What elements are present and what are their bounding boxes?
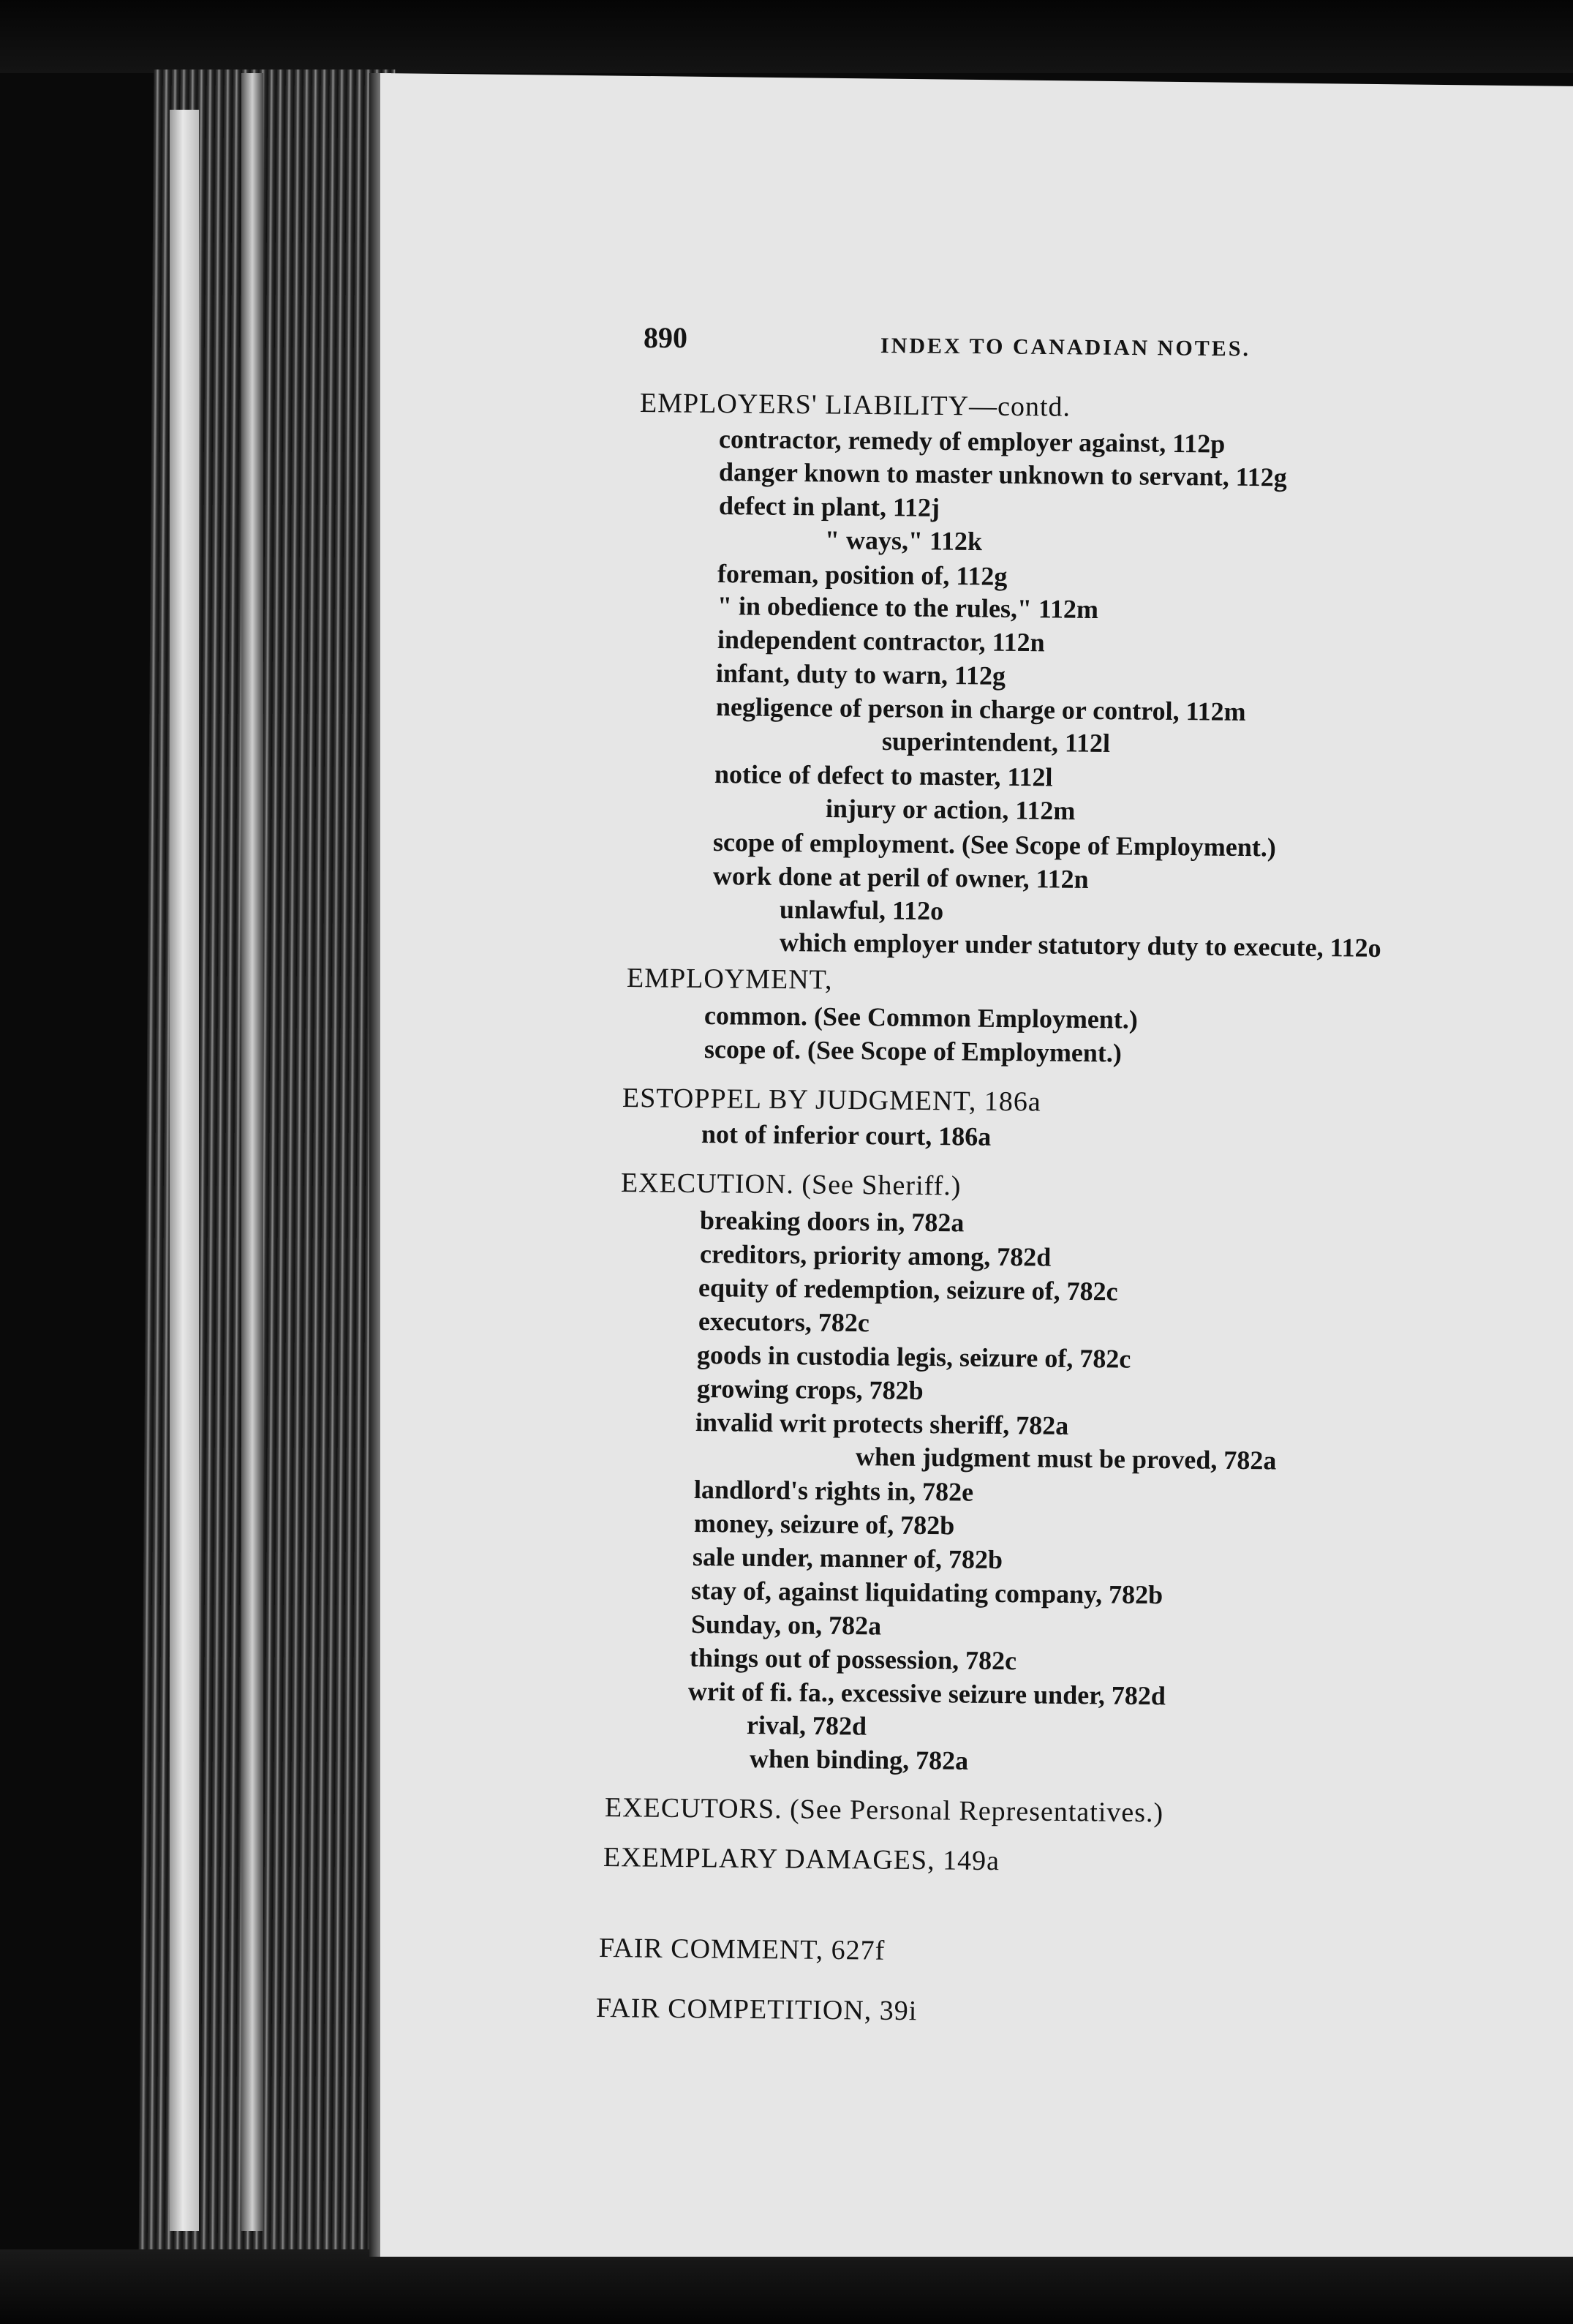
- index-subentry: stay of, against liquidating company, 782b: [690, 1576, 1163, 1610]
- index-heading-employers-liability: EMPLOYERS' LIABILITY—contd.: [639, 388, 1071, 423]
- index-subentry: equity of redemption, seizure of, 782c: [698, 1273, 1118, 1306]
- index-subentry: danger known to master unknown to servant, 112g: [718, 457, 1287, 492]
- page-number: 890: [644, 321, 687, 354]
- index-subentry: unlawful, 112o: [779, 895, 944, 926]
- index-heading-estoppel: ESTOPPEL BY JUDGMENT, 186a: [622, 1083, 1041, 1118]
- running-title: INDEX TO CANADIAN NOTES.: [880, 334, 1251, 361]
- index-subentry: when judgment must be proved, 782a: [855, 1442, 1277, 1475]
- index-subentry: infant, duty to warn, 112g: [715, 658, 1006, 691]
- page-edge-highlight-inner: [241, 73, 263, 2231]
- index-subentry: goods in custodia legis, seizure of, 782c: [696, 1340, 1131, 1374]
- index-heading-execution: EXECUTION. (See Sheriff.): [620, 1167, 962, 1202]
- index-subentry: Sunday, on, 782a: [690, 1609, 882, 1641]
- index-subentry: invalid writ protects sheriff, 782a: [695, 1407, 1069, 1440]
- index-subentry: defect in plant, 112j: [718, 491, 940, 522]
- index-heading-fair-comment: FAIR COMMENT, 627f: [598, 1933, 886, 1966]
- index-subentry: things out of possession, 782c: [689, 1643, 1017, 1676]
- index-subentry: work done at peril of owner, 112n: [712, 861, 1089, 894]
- scan-top-border: [0, 0, 1573, 73]
- index-subentry: creditors, priority among, 782d: [699, 1239, 1052, 1272]
- index-heading-fair-competition: FAIR COMPETITION, 39i: [595, 1993, 918, 2027]
- index-subentry: which employer under statutory duty to execute, 112o: [779, 928, 1381, 963]
- index-heading-exemplary-damages: EXEMPLARY DAMAGES, 149a: [603, 1842, 1000, 1877]
- index-subentry: rival, 782d: [746, 1710, 867, 1741]
- index-subentry: " ways," 112k: [824, 525, 983, 557]
- index-subentry: injury or action, 112m: [825, 794, 1076, 826]
- index-subentry: superintendent, 112l: [881, 726, 1111, 758]
- index-subentry: " in obedience to the rules," 112m: [717, 591, 1099, 624]
- index-subentry: when binding, 782a: [749, 1744, 969, 1775]
- index-subentry: growing crops, 782b: [696, 1374, 924, 1405]
- index-subentry: sale under, manner of, 782b: [692, 1542, 1003, 1575]
- index-subentry: money, seizure of, 782b: [693, 1508, 955, 1541]
- index-subentry: contractor, remedy of employer against, 112p: [718, 424, 1226, 459]
- index-subentry: scope of employment. (See Scope of Employment.): [712, 827, 1277, 862]
- index-heading-executors: EXECUTORS. (See Personal Representatives.): [604, 1792, 1164, 1829]
- index-subentry: not of inferior court, 186a: [701, 1119, 992, 1151]
- index-subentry: negligence of person in charge or control, 112m: [715, 692, 1246, 726]
- index-subentry: executors, 782c: [698, 1306, 870, 1338]
- index-subentry: breaking doors in, 782a: [699, 1206, 965, 1238]
- scan-bottom-border: [0, 2249, 1573, 2324]
- index-subentry: common. (See Common Employment.): [703, 1001, 1139, 1034]
- index-heading-employment: EMPLOYMENT,: [626, 963, 833, 996]
- index-subentry: notice of defect to master, 112l: [714, 759, 1053, 792]
- index-subentry: writ of fi. fa., excessive seizure under, 782d: [687, 1677, 1166, 1711]
- page-edge-highlight: [170, 110, 199, 2231]
- index-subentry: scope of. (See Scope of Employment.): [703, 1034, 1123, 1068]
- index-subentry: independent contractor, 112n: [717, 625, 1045, 658]
- index-subentry: landlord's rights in, 782e: [693, 1475, 974, 1507]
- index-subentry: foreman, position of, 112g: [717, 559, 1008, 591]
